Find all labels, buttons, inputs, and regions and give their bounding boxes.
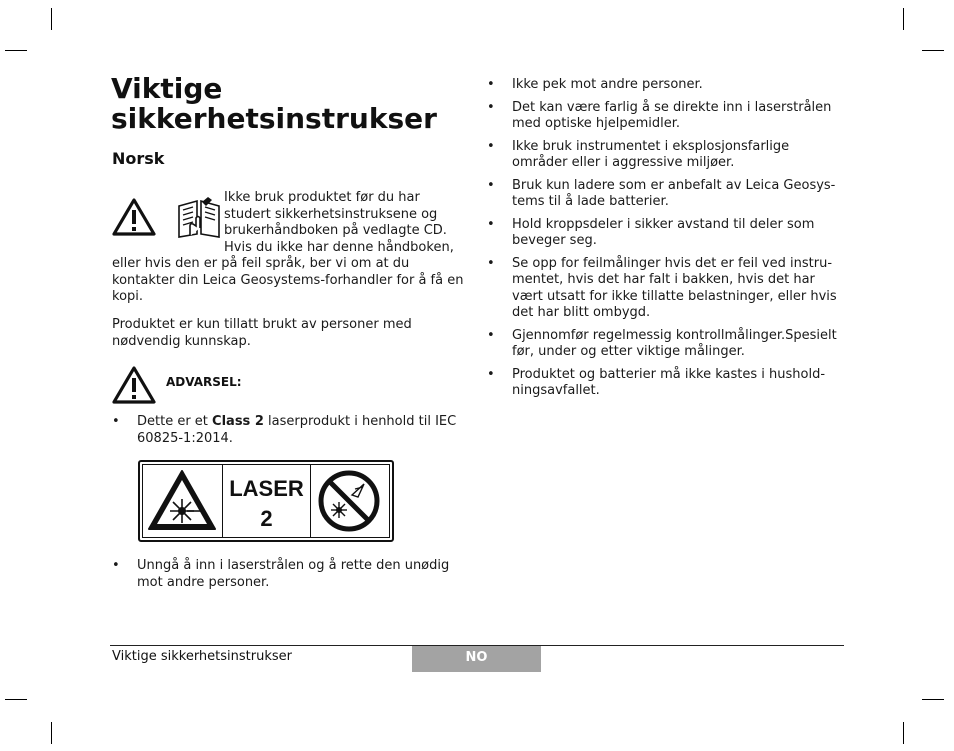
warning-triangle-icon — [112, 198, 156, 236]
warning-row — [112, 366, 464, 406]
crop-mark — [51, 8, 52, 30]
list-item: • Hold kroppsdeler i sikker avstand til deler som beveger seg. — [487, 217, 845, 250]
warning-triangle-icon — [112, 366, 156, 404]
list-item: • Det kan være farlig å se direkte inn i laserstrålen med optiske hjelpemidler. — [487, 100, 845, 133]
left-bullet-list — [112, 414, 464, 447]
no-staring-icon — [311, 465, 391, 537]
crop-mark — [5, 699, 27, 700]
list-item: • Ikke pek mot andre personer. — [487, 77, 845, 94]
crop-mark — [922, 50, 944, 51]
language-tab: NO — [412, 646, 541, 672]
footer-title: Viktige sikkerhetsinstrukser — [112, 649, 292, 664]
list-item: • Se opp for feilmålinger hvis det er feil ved instru-mentet, hvis det har falt i bakken, hvis det har vært utsatt for ikke tillatte belastninger, eller hvis det har blitt ombygd. — [487, 256, 845, 322]
warning-label: ADVARSEL: — [166, 375, 242, 389]
list-item: • Produktet og batterier må ikke kastes i hushold-ningsavfallet. — [487, 367, 845, 400]
no-staring-cell — [311, 465, 389, 537]
crop-mark — [51, 722, 52, 744]
list-item: • Ikke bruk instrumentet i eksplosjonsfarlige områder eller i aggressive miljøer. — [487, 139, 845, 172]
crop-mark — [903, 722, 904, 744]
left-bullet-list — [112, 558, 464, 591]
crop-mark — [903, 8, 904, 30]
laser-word: LASER — [229, 476, 304, 501]
crop-mark — [5, 50, 27, 51]
list-item — [112, 558, 464, 591]
list-item — [112, 414, 464, 447]
laser-warning-label — [138, 460, 394, 542]
intro-icons — [112, 190, 224, 242]
bullet-text: Dette er et — [137, 414, 213, 429]
laser-hazard-icon — [143, 465, 221, 537]
list-item: • Bruk kun ladere som er anbefalt av Leica Geosys-tems til å lade batterier. — [487, 178, 845, 211]
page-subtitle: Norsk — [112, 149, 165, 168]
crop-mark — [922, 699, 944, 700]
intro-text: Ikke bruk produktet før du har studert sikkerhetsinstruksene og brukerhåndboken på vedlagte CD. Hvis du ikke har denne håndboken, eller hvis den er på feil språk, ber vi om at du kontakter din Leica Geosystems-forhandler for å få en kopi. — [112, 190, 464, 304]
laser-class-bold: Class 2 — [212, 414, 264, 429]
page-title: Viktige sikkerhetsinstrukser — [111, 72, 437, 135]
laser-class-cell — [223, 465, 311, 537]
right-bullet-list — [487, 77, 845, 406]
list-item: • Gjennomfør regelmessig kontrollmålinger.Spesielt før, under og etter viktige målinger. — [487, 328, 845, 361]
qualified-personnel-text: Produktet er kun tillatt brukt av personer med nødvendig kunnskap. — [112, 317, 412, 349]
laser-hazard-cell — [143, 465, 223, 537]
intro-paragraph — [112, 190, 464, 306]
read-manual-icon — [176, 196, 222, 238]
bullet-text: Unngå å inn i laserstrålen og å rette den unødig mot andre personer. — [137, 558, 450, 590]
bullet-text: laserprodukt i henhold til IEC 60825-1:2014. — [137, 414, 457, 446]
laser-class-number: 2 — [260, 506, 273, 531]
